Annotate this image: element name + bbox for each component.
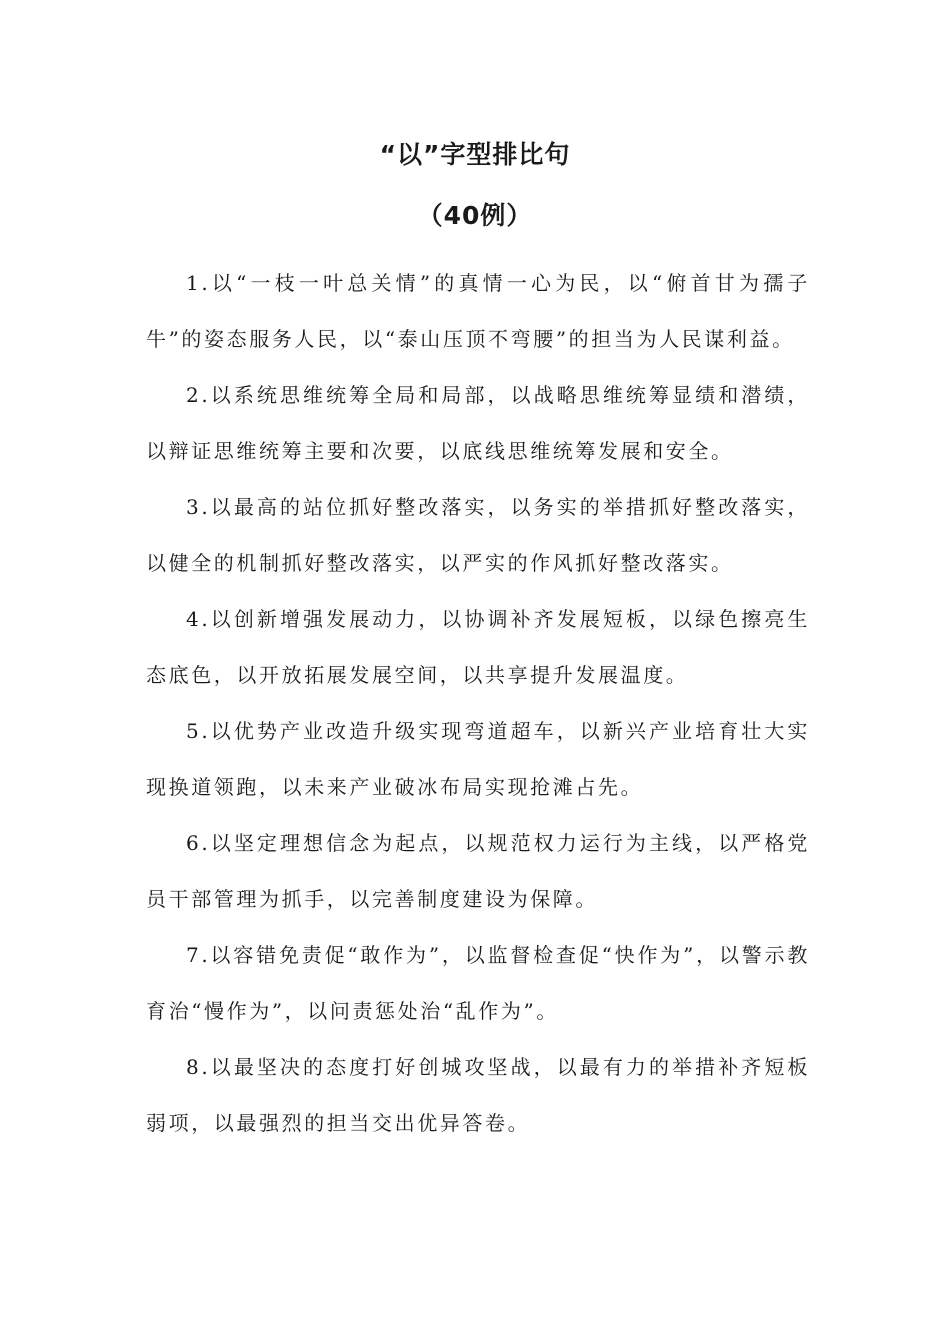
example-item-8: 8.以最坚决的态度打好创城攻坚战，以最有力的举措补齐短板弱项，以最强烈的担当交出优异答卷。 [146, 1055, 810, 1135]
document-subtitle: （40例） [417, 201, 533, 230]
example-item-1: 1.以“一枝一叶总关情”的真情一心为民，以“俯首甘为孺子牛”的姿态服务人民，以“泰山压顶不弯腰”的担当为人民谋利益。 [146, 271, 810, 351]
example-item-2: 2.以系统思维统筹全局和局部，以战略思维统筹显绩和潜绩，以辩证思维统筹主要和次要，以底线思维统筹发展和安全。 [146, 383, 810, 463]
example-item-6: 6.以坚定理想信念为起点，以规范权力运行为主线，以严格党员干部管理为抓手，以完善制度建设为保障。 [146, 831, 810, 911]
example-item-4: 4.以创新增强发展动力，以协调补齐发展短板，以绿色擦亮生态底色，以开放拓展发展空间，以共享提升发展温度。 [146, 607, 810, 687]
example-item-7: 7.以容错免责促“敢作为”，以监督检查促“快作为”，以警示教育治“慢作为”，以问责惩处治“乱作为”。 [146, 943, 810, 1023]
example-list [146, 255, 810, 1151]
example-item-5: 5.以优势产业改造升级实现弯道超车，以新兴产业培育壮大实现换道领跑，以未来产业破冰布局实现抢滩占先。 [146, 719, 810, 799]
example-item-3: 3.以最高的站位抓好整改落实，以务实的举措抓好整改落实，以健全的机制抓好整改落实，以严实的作风抓好整改落实。 [146, 495, 810, 575]
document-title: “以”字型排比句 [379, 140, 571, 169]
